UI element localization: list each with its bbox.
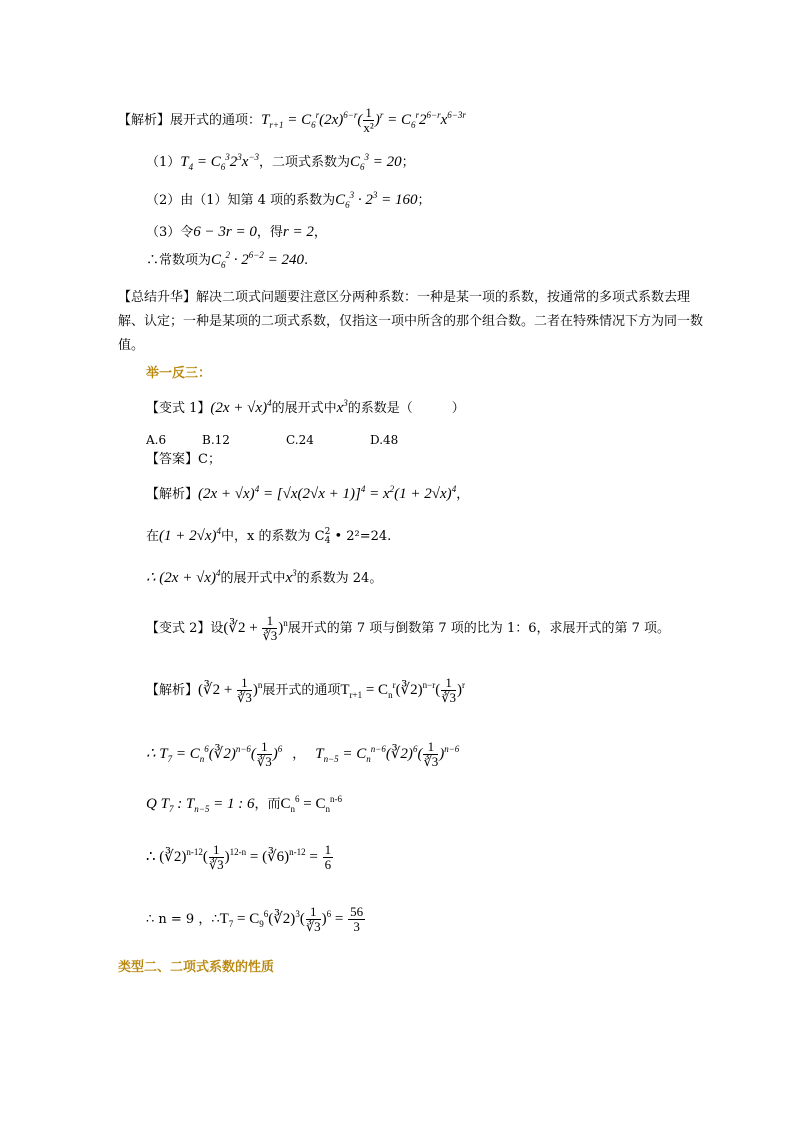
variant-2-q-tail: 展开式的第 7 项与倒数第 7 项的比为 1：6，求展开式的第 7 项。 bbox=[287, 621, 671, 636]
v1-line-3-mid: 的展开式中 bbox=[220, 571, 286, 586]
v2-conclusion-line bbox=[146, 904, 366, 935]
item-2-line bbox=[146, 190, 430, 211]
r-value: r = 2 bbox=[282, 224, 314, 240]
variant-2-question bbox=[146, 614, 670, 643]
item-3-prefix: （3）令 bbox=[146, 225, 194, 240]
variant-1-label: 【变式 1】 bbox=[146, 401, 211, 416]
v2-tn5-formula: $T_{n-5}$ = $C_n^{n-6}(∛2)^6$( $\frac{1}{∛3}$ )$^{n-6}$ bbox=[315, 739, 460, 770]
summary-paragraph bbox=[118, 286, 704, 358]
v2-given-line bbox=[146, 794, 342, 815]
item-2-end: ； bbox=[417, 193, 431, 208]
v1-inner-expression: $(1 + 2√x)^4$ bbox=[159, 526, 222, 544]
v1-line-2: 在$(1 + 2√x)^4$中，x 的系数为 C 2 4 • 2²=24. bbox=[146, 526, 392, 546]
v2-analysis-line bbox=[146, 676, 465, 705]
v1-x-cubed: $x^3$ bbox=[285, 568, 297, 586]
option-c[interactable]: C.24 bbox=[286, 433, 314, 447]
v1-analysis-label: 【解析】 bbox=[146, 487, 199, 502]
v2-ratio: Q $T_7$ : $T_{n-5} = 1$ : 6 bbox=[146, 796, 255, 814]
v2-a1-mid: 展开式的通项 bbox=[262, 683, 341, 698]
v1-rewrite: $(2x + √x)^4 = [√x(2√x + 1)]^4 = x^2(1 + 2√x)^4$ bbox=[198, 484, 457, 502]
const-formula: $C_6^2 \cdot 2^{6-2} = 240$ bbox=[211, 250, 304, 270]
v1-expression: $(2x + √x)^4$ bbox=[210, 398, 272, 416]
binom-coef-formula: $C_6^3 = 20$ bbox=[350, 152, 402, 172]
v2-analysis-label: 【解析】 bbox=[146, 683, 199, 698]
summary-text: 解决二项式问题要注意区分两种系数：一种是某一项的系数，按通常的多项式系数去理解、认定；一种是某项的二项式系数，仅指这一项中所含的那个组合数。二者在特殊情况下方为同一数值。 bbox=[118, 290, 704, 353]
v1-line-3-tail: 的系数为 24。 bbox=[296, 571, 383, 586]
item-3-line bbox=[146, 222, 327, 243]
v2-equation: ∴ (∛2)$^{n-12}$( $\frac{1}{∛3}$ )$^{12-n}$ = (∛6)$^{n-12}$ = $\frac{1}{6}$ bbox=[146, 842, 332, 873]
coef-formula: $C_6^3 \cdot 2^3 = 160$ bbox=[335, 190, 418, 210]
item-3-end: ， bbox=[313, 225, 327, 240]
const-prefix: ∴常数项为 bbox=[146, 253, 212, 268]
t4-formula: $T_4 = C_6^32^3x^{-3}$ bbox=[180, 152, 260, 172]
v2-given-mid: ，而 bbox=[254, 797, 281, 812]
v1-analysis-line: 【解析】$(2x + √x)^4 = [√x(2√x + 1)]^4 = x^2(1 + 2√x)^4$， bbox=[146, 484, 470, 502]
v2-t7-value: $T_7$ = $C_9^6(∛2)^3$( $\frac{1}{∛3}$ )$^6$ = $\frac{56}{3}$ bbox=[219, 904, 364, 935]
variant-2-q-prefix: 设 bbox=[210, 621, 224, 636]
item-1-prefix: （1） bbox=[146, 155, 181, 170]
analysis-intro-line bbox=[118, 106, 466, 135]
v2-combination-identity: $C_n^6 = C_n^{n-6}$ bbox=[280, 794, 342, 814]
v1-line-2-prefix: 在 bbox=[146, 529, 160, 544]
item-1-line bbox=[146, 152, 415, 173]
const-line bbox=[146, 250, 308, 271]
v1-line-3 bbox=[146, 568, 382, 589]
variant-2-label: 【变式 2】 bbox=[146, 621, 211, 636]
type-2-heading: 类型二、二项式系数的性质 bbox=[118, 960, 275, 975]
const-end: . bbox=[303, 253, 309, 268]
item-2-prefix: （2）由（1）知第 4 项的系数为 bbox=[146, 193, 336, 208]
v2-expression-a: (∛2 + $\frac{1}{∛3}$ )$^n$ bbox=[198, 675, 263, 706]
v1-therefore-expression: ∴ $(2x + √x)^4$ bbox=[146, 568, 221, 586]
x-cubed: $x^3$ bbox=[336, 398, 348, 416]
item-1-mid: ，二项式系数为 bbox=[259, 155, 351, 170]
answer-value: C； bbox=[198, 452, 221, 467]
item-1-end: ； bbox=[401, 155, 415, 170]
option-d[interactable]: D.48 bbox=[370, 433, 399, 447]
summary-label: 【总结升华】 bbox=[118, 290, 197, 305]
v2-t7-line bbox=[146, 740, 459, 769]
exponent-equation: 6 − 3r = 0 bbox=[193, 224, 257, 240]
v2-conclusion-prefix: ∴ n = 9 ，∴ bbox=[146, 912, 220, 927]
variant-1-question-end: 的系数是（ ） bbox=[347, 401, 465, 416]
v2-equation-line bbox=[146, 842, 334, 873]
analysis-intro: 展开式的通项： bbox=[170, 112, 262, 128]
answer-label: 【答案】 bbox=[146, 452, 199, 467]
v1-line-2-tail: • 2²=24. bbox=[330, 529, 392, 544]
v2-general-term: $T_{r+1}$ = $C_n^r(∛2)^{n-r}$( $\frac{1}{∛3}$ )$^r$ bbox=[340, 675, 465, 706]
v1-line-2-mid: 中，x 的系数为 C bbox=[221, 529, 325, 544]
v2-comma: ， bbox=[292, 747, 306, 762]
variant-1-question-tail: 的展开式中 bbox=[271, 401, 337, 416]
item-3-mid: ，得 bbox=[256, 225, 283, 240]
variant-1-question bbox=[146, 398, 465, 419]
analysis-label: 【解析】 bbox=[118, 112, 171, 128]
example-heading: 举一反三： bbox=[146, 366, 212, 381]
option-b[interactable]: B.12 bbox=[202, 433, 230, 447]
option-a[interactable]: A.6 bbox=[146, 433, 167, 447]
general-term-formula: $T_{r+1} = C_6^r(2x)^{6-r}$( $\frac{1}{\text{x²}}$ )$^r = C_6^r2^{6-r}x^{6-3r}$ bbox=[261, 105, 466, 135]
answer-line bbox=[146, 450, 221, 470]
v2-expression: (∛2 + $\frac{1}{∛3}$ )$^n$ bbox=[223, 613, 288, 644]
v2-t7-formula: ∴ $T_7$ = $C_n^6(∛2)^{n-6}$( $\frac{1}{∛3}$ )$^6$ bbox=[146, 739, 283, 770]
